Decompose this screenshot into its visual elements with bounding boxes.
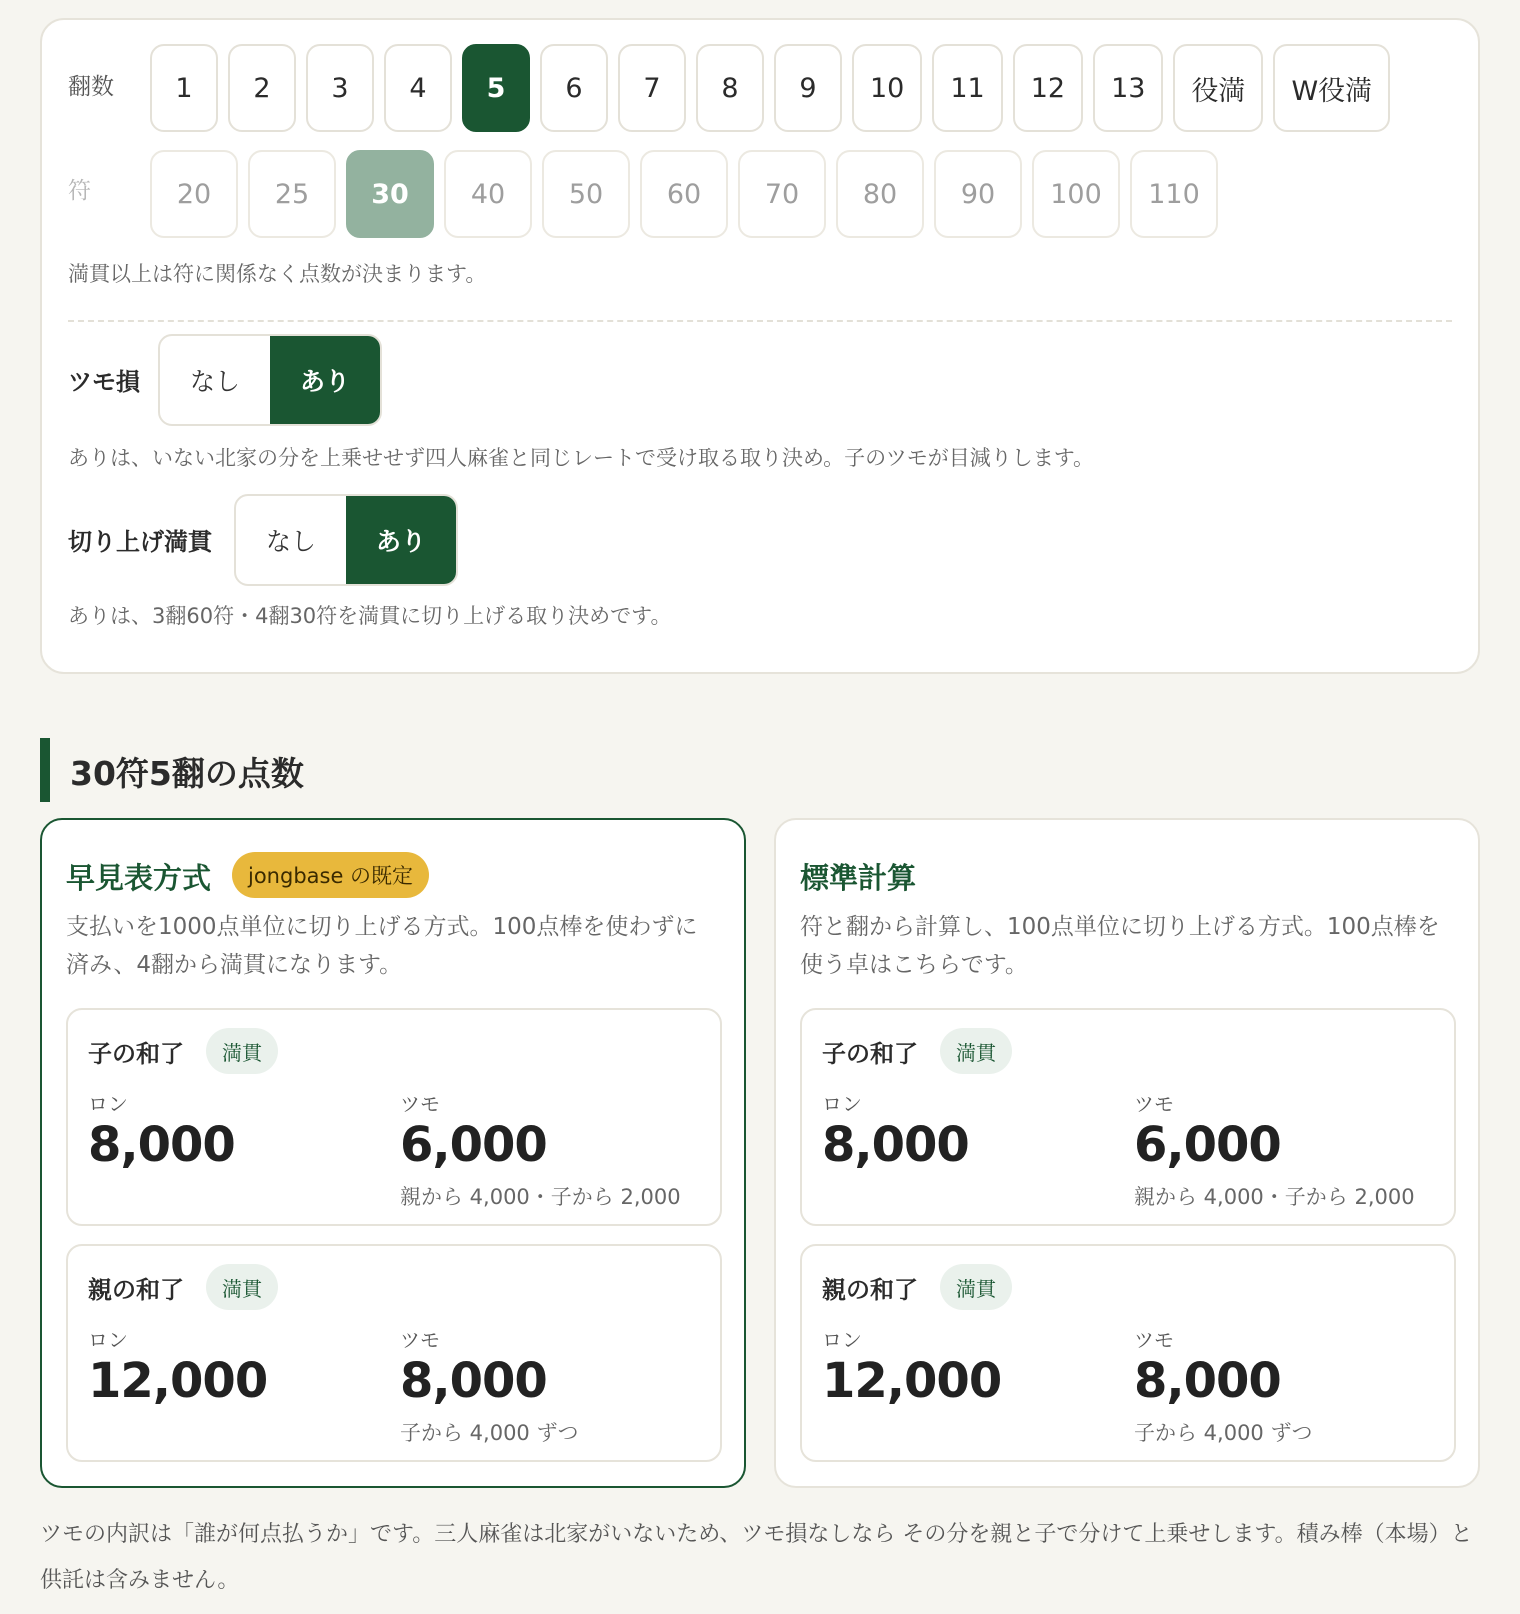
han-option[interactable]: 11	[932, 44, 1002, 132]
han-option[interactable]: 8	[696, 44, 764, 132]
tsumo-column	[1134, 1088, 1415, 1211]
han-option[interactable]: 10	[852, 44, 922, 132]
child-win-title: 子の和了	[88, 1040, 184, 1068]
han-option[interactable]: 役満	[1173, 44, 1263, 132]
han-option[interactable]: 5	[462, 44, 530, 132]
han-option[interactable]: W役満	[1273, 44, 1390, 132]
ron-column	[822, 1324, 1001, 1409]
han-label: 翻数	[68, 74, 114, 100]
dealer-win-box	[66, 1244, 722, 1462]
tsumo-breakdown: 子から 4,000 ずつ	[400, 1421, 579, 1445]
tsumo-son-note: ありは、いない北家の分を上乗せせず四人麻雀と同じレートで受け取る取り決め。子のツモが目減りします。	[68, 446, 1095, 470]
mangan-tag: 満貫	[206, 1264, 278, 1310]
fu-option[interactable]: 90	[934, 150, 1022, 238]
section-accent-bar	[40, 738, 50, 802]
tsumo-son-label: ツモ損	[68, 368, 140, 396]
fu-note: 満貫以上は符に関係なく点数が決まります。	[68, 262, 487, 286]
method-title: 標準計算	[800, 861, 917, 895]
tsumo-son-off-button[interactable]: なし	[189, 367, 240, 396]
tsumo-column	[400, 1324, 578, 1447]
fu-option[interactable]: 100	[1032, 150, 1120, 238]
fu-option[interactable]: 80	[836, 150, 924, 238]
method-card-hayami	[40, 818, 746, 1488]
dealer-win-box	[800, 1244, 1456, 1462]
kiriage-on-button[interactable]: あり	[346, 496, 456, 584]
method-title: 早見表方式	[66, 861, 212, 895]
ron-label: ロン	[822, 1092, 862, 1116]
ron-points: 12,000	[822, 1353, 1002, 1409]
tsumo-breakdown: 子から 4,000 ずつ	[1134, 1421, 1313, 1445]
han-option[interactable]: 1	[150, 44, 218, 132]
dealer-win-title: 親の和了	[88, 1276, 184, 1304]
fu-option[interactable]: 20	[150, 150, 238, 238]
fu-option[interactable]: 25	[248, 150, 336, 238]
tsumo-points: 6,000	[400, 1117, 547, 1173]
ron-column	[88, 1324, 267, 1409]
fu-option[interactable]: 50	[542, 150, 630, 238]
han-option[interactable]: 7	[618, 44, 686, 132]
ron-label: ロン	[88, 1328, 128, 1352]
ron-label: ロン	[88, 1092, 128, 1116]
settings-panel	[40, 18, 1480, 674]
mangan-tag: 満貫	[206, 1028, 278, 1074]
fu-option[interactable]: 60	[640, 150, 728, 238]
method-card-standard	[774, 818, 1480, 1488]
han-option[interactable]: 12	[1013, 44, 1083, 132]
result-title: 30符5翻の点数	[70, 754, 304, 793]
fu-option[interactable]: 110	[1130, 150, 1218, 238]
tsumo-label: ツモ	[1134, 1328, 1174, 1352]
method-desc: 符と翻から計算し、100点単位に切り上げる方式。100点棒を使う卓はこちらです。	[800, 914, 1440, 978]
han-option[interactable]: 9	[774, 44, 842, 132]
kiriage-off-button[interactable]: なし	[265, 527, 316, 556]
tsumo-label: ツモ	[400, 1328, 440, 1352]
kiriage-toggle	[234, 494, 458, 586]
tsumo-son-on-button[interactable]: あり	[270, 336, 380, 424]
fu-label: 符	[68, 178, 91, 204]
footnote: ツモの内訳は「誰が何点払うか」です。三人麻雀は北家がいないため、ツモ損なしなら その分を親と子で分けて上乗せします。積み棒（本場）と供託は含みません。	[40, 1522, 1473, 1593]
ron-column	[822, 1088, 969, 1173]
tsumo-breakdown: 親から 4,000・子から 2,000	[400, 1185, 681, 1209]
tsumo-points: 8,000	[400, 1353, 547, 1409]
mangan-tag: 満貫	[940, 1264, 1012, 1310]
han-option[interactable]: 3	[306, 44, 374, 132]
fu-option[interactable]: 70	[738, 150, 826, 238]
han-option[interactable]: 6	[540, 44, 608, 132]
fu-option[interactable]: 30	[346, 150, 434, 238]
fu-selector	[150, 150, 1218, 238]
han-option[interactable]: 2	[228, 44, 296, 132]
tsumo-label: ツモ	[1134, 1092, 1174, 1116]
method-desc: 支払いを1000点単位に切り上げる方式。100点棒を使わずに済み、4翻から満貫になります。	[66, 914, 698, 978]
ron-points: 8,000	[88, 1117, 235, 1173]
mangan-tag: 満貫	[940, 1028, 1012, 1074]
han-option[interactable]: 4	[384, 44, 452, 132]
ron-column	[88, 1088, 235, 1173]
tsumo-breakdown: 親から 4,000・子から 2,000	[1134, 1185, 1415, 1209]
dealer-win-title: 親の和了	[822, 1276, 918, 1304]
tsumo-son-toggle	[158, 334, 382, 426]
ron-points: 12,000	[88, 1353, 268, 1409]
kiriage-note: ありは、3翻60符・4翻30符を満貫に切り上げる取り決めです。	[68, 604, 672, 628]
child-win-box	[800, 1008, 1456, 1226]
ron-points: 8,000	[822, 1117, 969, 1173]
fu-option[interactable]: 40	[444, 150, 532, 238]
han-selector	[150, 44, 1390, 132]
tsumo-column	[400, 1088, 681, 1211]
han-option[interactable]: 13	[1093, 44, 1163, 132]
tsumo-points: 8,000	[1134, 1353, 1281, 1409]
tsumo-column	[1134, 1324, 1312, 1447]
child-win-title: 子の和了	[822, 1040, 918, 1068]
kiriage-label: 切り上げ満貫	[68, 528, 212, 556]
child-win-box	[66, 1008, 722, 1226]
ron-label: ロン	[822, 1328, 862, 1352]
tsumo-label: ツモ	[400, 1092, 440, 1116]
default-badge: jongbase の既定	[232, 852, 429, 898]
tsumo-points: 6,000	[1134, 1117, 1281, 1173]
divider	[68, 320, 1452, 322]
